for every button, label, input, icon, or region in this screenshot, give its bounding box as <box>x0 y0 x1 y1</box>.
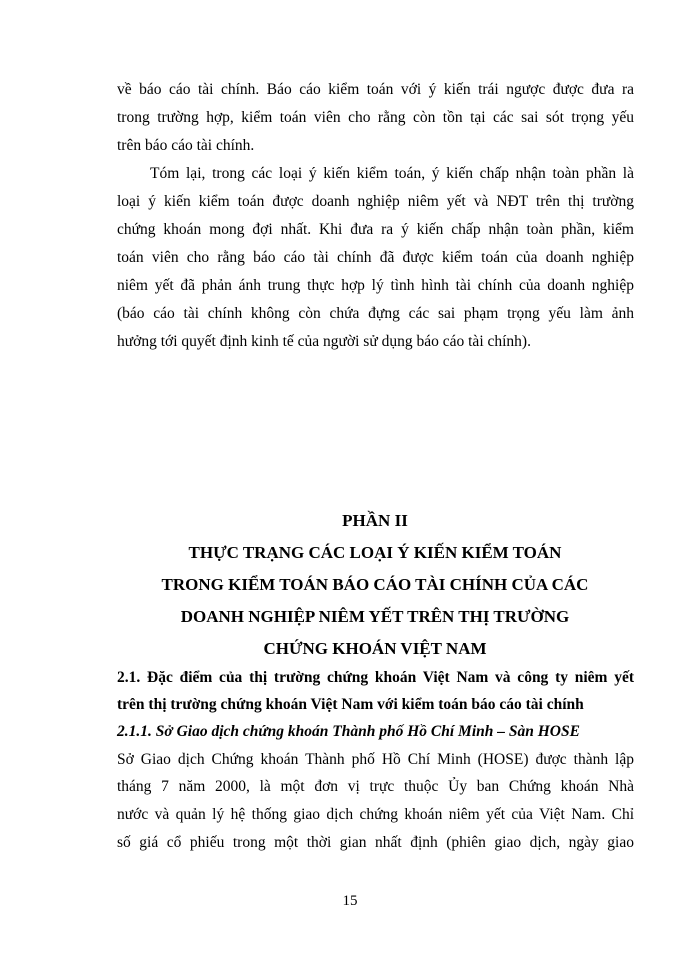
paragraph-line: số giá cổ phiếu trong một thời gian nhất định (phiên giao dịch, ngày giao <box>117 834 634 851</box>
paragraph-line: (báo cáo tài chính không còn chứa đựng các sai phạm trọng yếu làm ảnh <box>117 305 634 322</box>
paragraph-line: Tóm lại, trong các loại ý kiến kiểm toán, ý kiến chấp nhận toàn phần là <box>150 165 634 182</box>
paragraph-line: hưởng tới quyết định kinh tế của người sử dụng báo cáo tài chính). <box>117 333 531 350</box>
paragraph-line: trong trường hợp, kiểm toán viên cho rằng còn tồn tại các sai sót trọng yếu <box>117 109 634 126</box>
part-heading-line: TRONG KIỂM TOÁN BÁO CÁO TÀI CHÍNH CỦA CÁC <box>161 575 589 594</box>
part-heading-line: THỰC TRẠNG CÁC LOẠI Ý KIẾN KIỂM TOÁN <box>188 543 562 562</box>
paragraph-line: trên báo cáo tài chính. <box>117 137 255 154</box>
paragraph-line: về báo cáo tài chính. Báo cáo kiểm toán với ý kiến trái ngược được đưa ra <box>117 81 634 98</box>
section-heading-line: trên thị trường chứng khoán Việt Nam với kiểm toán báo cáo tài chính <box>117 696 584 713</box>
paragraph-line: tháng 7 năm 2000, là một đơn vị trực thuộc Ủy ban Chứng khoán Nhà <box>117 778 634 795</box>
part-heading-line: CHỨNG KHOÁN VIỆT NAM <box>263 639 487 658</box>
section-heading-line: 2.1. Đặc điểm của thị trường chứng khoán Việt Nam và công ty niêm yết <box>117 669 634 686</box>
subsection-heading: 2.1.1. Sở Giao dịch chứng khoán Thành phố Hồ Chí Minh – Sàn HOSE <box>117 723 580 740</box>
paragraph-line: niêm yết đã phản ánh trung thực hợp lý tình hình tài chính của doanh nghiệp <box>117 277 634 294</box>
part-title: PHẦN II <box>342 511 408 530</box>
paragraph-line: nước và quản lý hệ thống giao dịch chứng khoán niêm yết của Việt Nam. Chỉ <box>117 806 634 823</box>
paragraph-line: toán viên cho rằng báo cáo tài chính đã được kiểm toán của doanh nghiệp <box>117 249 634 266</box>
page-number: 15 <box>342 893 358 909</box>
paragraph-line: chứng khoán mong đợi nhất. Khi đưa ra ý kiến chấp nhận toàn phần, kiểm <box>117 221 634 238</box>
part-heading-line: DOANH NGHIỆP NIÊM YẾT TRÊN THỊ TRƯỜNG <box>180 607 570 626</box>
paragraph-line: loại ý kiến kiểm toán được doanh nghiệp niêm yết và NĐT trên thị trường <box>117 193 634 210</box>
paragraph-line: Sở Giao dịch Chứng khoán Thành phố Hồ Chí Minh (HOSE) được thành lập <box>117 751 634 768</box>
